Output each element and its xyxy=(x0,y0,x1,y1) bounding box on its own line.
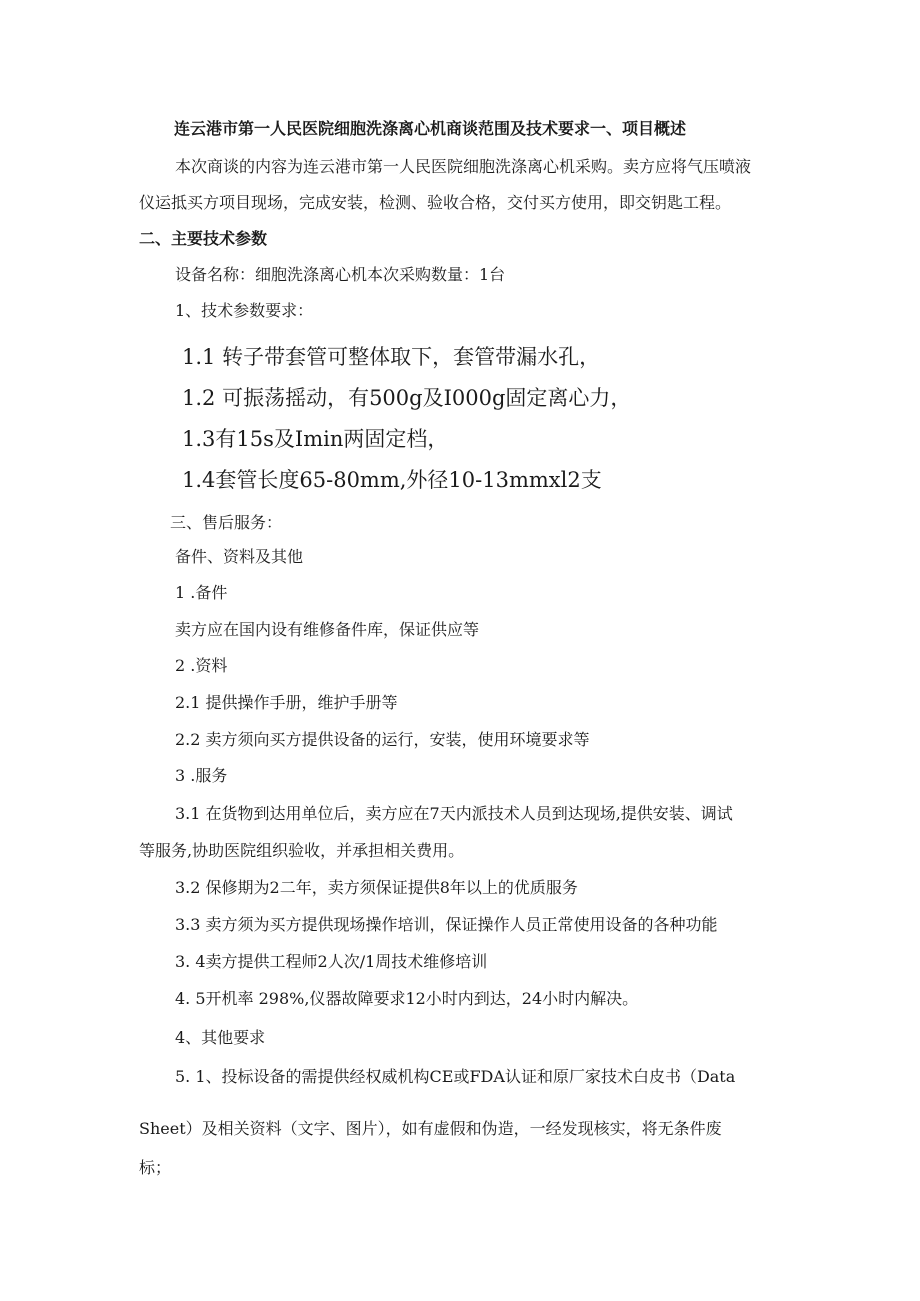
overview-line-2: 仪运抵买方项目现场，完成安装，检测、验收合格，交付买方使用，即交钥匙工程。 xyxy=(139,193,732,212)
document-title: 连云港市第一人民医院细胞洗涤离心机商谈范围及技术要求一、项目概述 xyxy=(174,119,687,138)
materials-2-2: 2.2 卖方须向买方提供设备的运行，安装，使用环境要求等 xyxy=(175,730,590,749)
materials-heading: 2 .资料 xyxy=(175,656,228,675)
service-heading: 3 .服务 xyxy=(175,766,228,785)
section-4-heading: 4、其他要求 xyxy=(175,1028,266,1047)
overview-line-1: 本次商谈的内容为连云港市第一人民医院细胞洗涤离心机采购。卖方应将气压喷液 xyxy=(175,157,752,176)
requirement-5-1-line-2: Sheet）及相关资料（文字、图片），如有虚假和伪造，一经发现核实，将无条件废 xyxy=(139,1119,722,1138)
section-3-subheading: 备件、资料及其他 xyxy=(175,547,304,566)
tech-req-heading: 1、技术参数要求： xyxy=(175,301,314,320)
service-4-5: 4. 5开机率 298%,仪器故障要求12小时内到达，24小时内解决。 xyxy=(175,989,639,1008)
section-2-heading: 二、主要技术参数 xyxy=(139,229,268,248)
service-3-4: 3. 4卖方提供工程师2人次/1周技术维修培训 xyxy=(175,952,488,971)
spare-parts-heading: 1 .备件 xyxy=(175,583,228,602)
section-3-heading: 三、售后服务： xyxy=(170,513,283,532)
param-1-4: 1.4套管长度65-80mm,外径10-13mmxl2支 xyxy=(182,468,602,492)
materials-2-1: 2.1 提供操作手册，维护手册等 xyxy=(175,693,398,712)
service-3-1-line-2: 等服务,协助医院组织验收，并承担相关费用。 xyxy=(139,841,465,860)
param-1-3: 1.3有15s及Imin两固定档， xyxy=(182,427,449,451)
spare-parts-text: 卖方应在国内设有维修备件库，保证供应等 xyxy=(175,620,480,639)
param-1-1: 1.1 转子带套管可整体取下，套管带漏水孔， xyxy=(182,345,601,369)
requirement-5-1-line-1: 5. 1、投标设备的需提供经权威机构CE或FDA认证和原厂家技术白皮书（Data xyxy=(175,1067,736,1086)
param-1-2: 1.2 可振荡摇动，有500g及I000g固定离心力， xyxy=(182,386,632,410)
device-name-line: 设备名称：细胞洗涤离心机本次采购数量：1台 xyxy=(175,265,506,284)
service-3-1-line-1: 3.1 在货物到达用单位后，卖方应在7天内派技术人员到达现场,提供安装、调试 xyxy=(175,804,733,823)
service-3-2: 3.2 保修期为2二年，卖方须保证提供8年以上的优质服务 xyxy=(175,878,578,897)
requirement-5-1-line-3: 标； xyxy=(139,1158,172,1177)
service-3-3: 3.3 卖方须为买方提供现场操作培训，保证操作人员正常使用设备的各种功能 xyxy=(175,915,718,934)
